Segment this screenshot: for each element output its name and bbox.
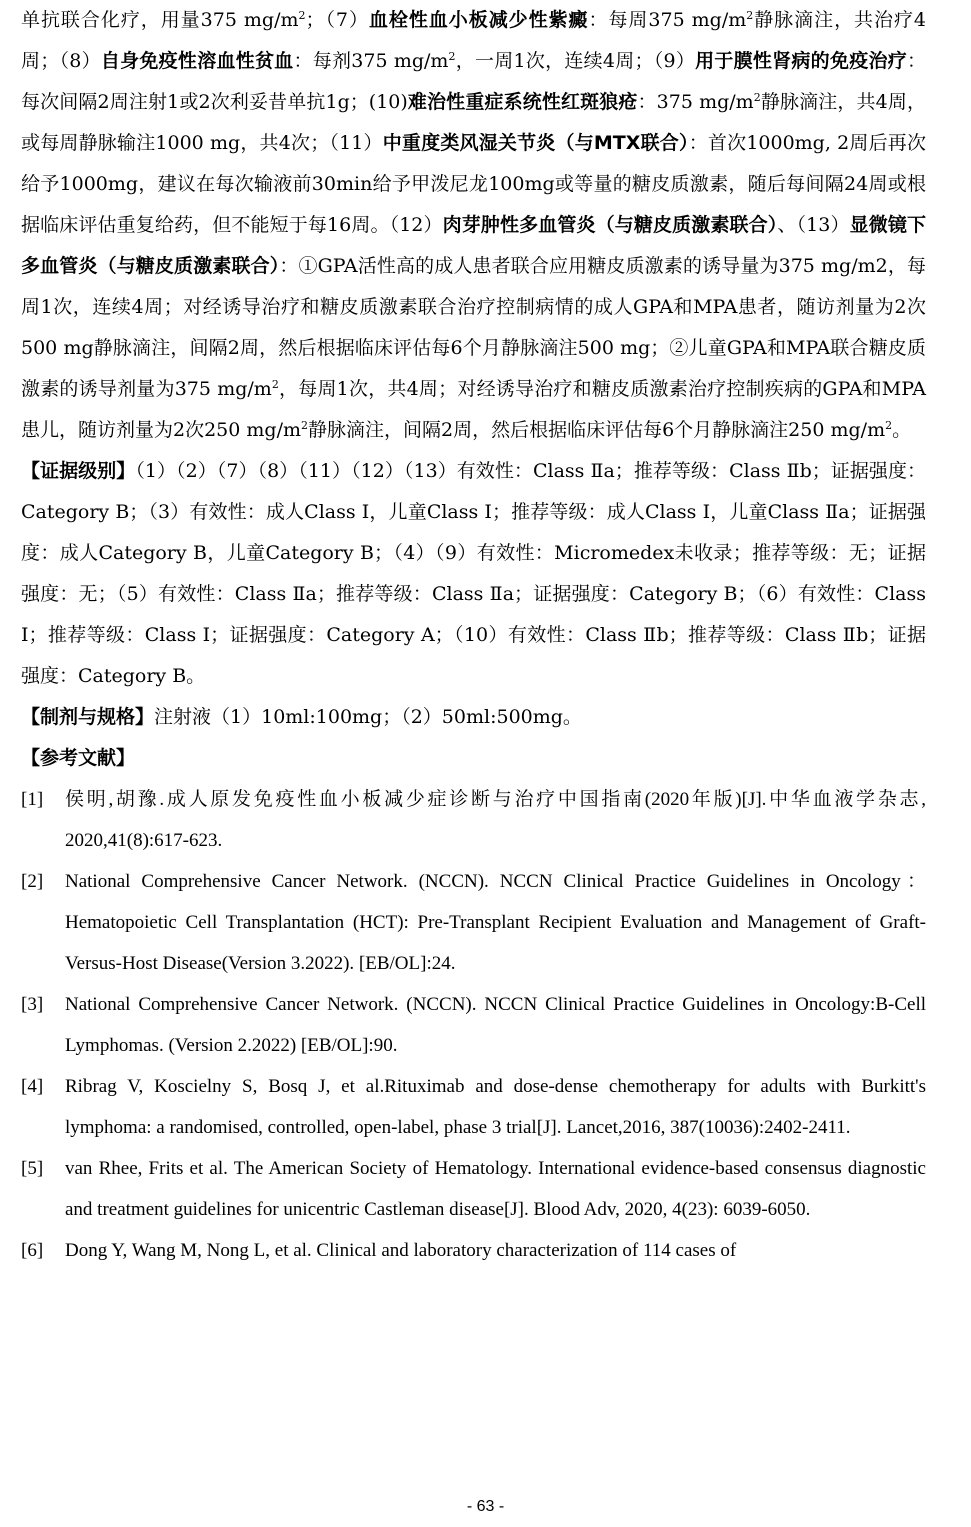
- body-text: [21, 0, 926, 779]
- paragraph-references-heading: [21, 738, 926, 779]
- bold-heading-text: 中重度类风湿关节炎（与MTX联合）: [382, 132, 689, 154]
- text-run: 、（13）: [777, 214, 850, 236]
- text-run: ：①GPA活性高的成人患者联合应用糖皮质激素的诱导量为375 mg/m2，每周1次，连续4周；对经诱导治疗和糖皮质激素联合治疗控制病情的成人GPA和MPA患者，随访剂量为2次500 mg静脉滴注，间隔2周，然后根据临床评估每6个月静脉滴注500 mg；②儿童GPA和MPA联合糖皮质激素的诱导剂量为375 mg/m: [21, 255, 926, 400]
- reference-item: [21, 1148, 926, 1230]
- paragraph-dosage-continuation: [21, 0, 926, 451]
- text-run: ：每周375 mg/m: [588, 9, 747, 31]
- superscript: 2: [753, 91, 761, 104]
- bold-heading-text: 【证据级别】: [21, 460, 136, 482]
- text-run: ：每剂375 mg/m: [293, 50, 449, 72]
- reference-text: Ribrag V, Koscielny S, Bosq J, et al.Rituximab and dose-dense chemotherapy for adults with Burkitt's lymphoma: a randomised, controlled, open-label, phase 3 trial[J]. Lancet,2016, 387(10036):2402-2411.: [65, 1076, 926, 1138]
- bold-heading-text: 难治性重症系统性红斑狼疮: [407, 91, 638, 113]
- text-run: ：每次间隔2周注射1或2次利妥昔单抗1g；(10): [21, 50, 926, 113]
- text-run: （1）（2）（7）（8）（11）（12）（13）有效性：Class Ⅱa；推荐等级：Class Ⅱb；证据强度：Category B；（3）有效性：成人Class I，儿童Class I；推荐等级：成人Class I，儿童Class Ⅱa；证据强度：成人Category B，儿童Category B；（4）（9）有效性：Micromedex未收录；推荐等级：无；证据强度：无；（5）有效性：Class Ⅱa；推荐等级：Class Ⅱa；证据强度：Category B；（6）有效性：Class I；推荐等级：Class I；证据强度：Category A；（10）有效性：Class Ⅱb；推荐等级：Class Ⅱb；证据强度：Category B。: [21, 460, 926, 687]
- reference-text: van Rhee, Frits et al. The American Society of Hematology. International evidence-based consensus diagnostic and treatment guidelines for unicentric Castleman disease[J]. Blood Adv, 2020, 4(23): 6039-6050.: [65, 1158, 926, 1220]
- reference-text: 侯明,胡豫.成人原发免疫性血小板减少症诊断与治疗中国指南(2020年版)[J].中华血液学杂志, 2020,41(8):617-623.: [65, 789, 926, 851]
- reference-list: [21, 779, 926, 1271]
- superscript: 2: [301, 419, 308, 432]
- text-run: 静脉滴注，间隔2周，然后根据临床评估每6个月静脉滴注250 mg/m: [308, 419, 886, 441]
- text-run: 注射液（1）10ml:100mg；（2）50ml:500mg。: [154, 706, 582, 728]
- reference-item: [21, 779, 926, 861]
- bold-heading-text: 肉芽肿性多血管炎（与糖皮质激素联合）: [442, 214, 778, 236]
- superscript: 2: [448, 50, 456, 63]
- text-run: 。: [892, 419, 912, 441]
- reference-text: Dong Y, Wang M, Nong L, et al. Clinical and laboratory characterization of 114 cases of: [65, 1240, 737, 1261]
- superscript: 2: [271, 378, 279, 391]
- superscript: 2: [885, 419, 893, 432]
- reference-number: [4]: [21, 1076, 44, 1097]
- bold-heading-text: 自身免疫性溶血性贫血: [100, 50, 294, 72]
- reference-number: [1]: [21, 789, 44, 810]
- text-run: ，每周1次，共4周；对经诱导治疗和糖皮质激素治疗控制疾病的GPA和MPA患儿，随访剂量为2次250 mg/m: [21, 378, 926, 441]
- superscript: 2: [746, 9, 754, 22]
- reference-item: [21, 984, 926, 1066]
- reference-number: [2]: [21, 871, 44, 892]
- bold-heading-text: 用于膜性肾病的免疫治疗: [695, 50, 907, 72]
- bold-heading-text: 【制剂与规格】: [21, 706, 155, 728]
- reference-text: National Comprehensive Cancer Network. (NCCN). NCCN Clinical Practice Guidelines in Oncology：Hematopoietic Cell Transplantation (HCT): Pre-Transplant Recipient Evaluation and Management of Graft-Versus-Host Disease(Version 3.2022). [EB/OL]:24.: [65, 871, 926, 974]
- document-page: [21, 0, 926, 1271]
- text-run: 静脉滴注，共4周，或每周静脉输注1000 mg，共4次；（11）: [21, 91, 926, 154]
- bold-heading-text: 显微镜下多血管炎（与糖皮质激素联合）: [21, 214, 926, 277]
- bold-heading-text: 血栓性血小板减少性紫癜: [368, 9, 589, 31]
- reference-number: [6]: [21, 1240, 44, 1261]
- text-run: ：375 mg/m: [637, 91, 754, 113]
- text-run: 静脉滴注，共治疗4周；（8）: [21, 9, 926, 72]
- page-number: - 63 -: [466, 1498, 505, 1515]
- superscript: 2: [298, 9, 306, 22]
- reference-item: [21, 861, 926, 984]
- bold-heading-text: 【参考文献】: [21, 747, 136, 769]
- reference-item: [21, 1066, 926, 1148]
- paragraph-formulation: [21, 697, 926, 738]
- text-run: ；（7）: [305, 9, 369, 31]
- text-run: ：首次1000mg, 2周后再次给予1000mg，建议在每次输液前30min给予甲泼尼龙100mg或等量的糖皮质激素，随后每间隔24周或根据临床评估重复给药，但不能短于每16周。（12）: [21, 132, 927, 236]
- text-run: 单抗联合化疗，用量375 mg/m: [21, 9, 299, 31]
- reference-number: [3]: [21, 994, 44, 1015]
- paragraph-evidence-level: [21, 451, 926, 697]
- reference-item: [21, 1230, 926, 1271]
- reference-text: National Comprehensive Cancer Network. (NCCN). NCCN Clinical Practice Guidelines in Oncology:B-Cell Lymphomas. (Version 2.2022) [EB/OL]:90.: [65, 994, 926, 1056]
- reference-number: [5]: [21, 1158, 44, 1179]
- text-run: ，一周1次，连续4周；（9）: [455, 50, 696, 72]
